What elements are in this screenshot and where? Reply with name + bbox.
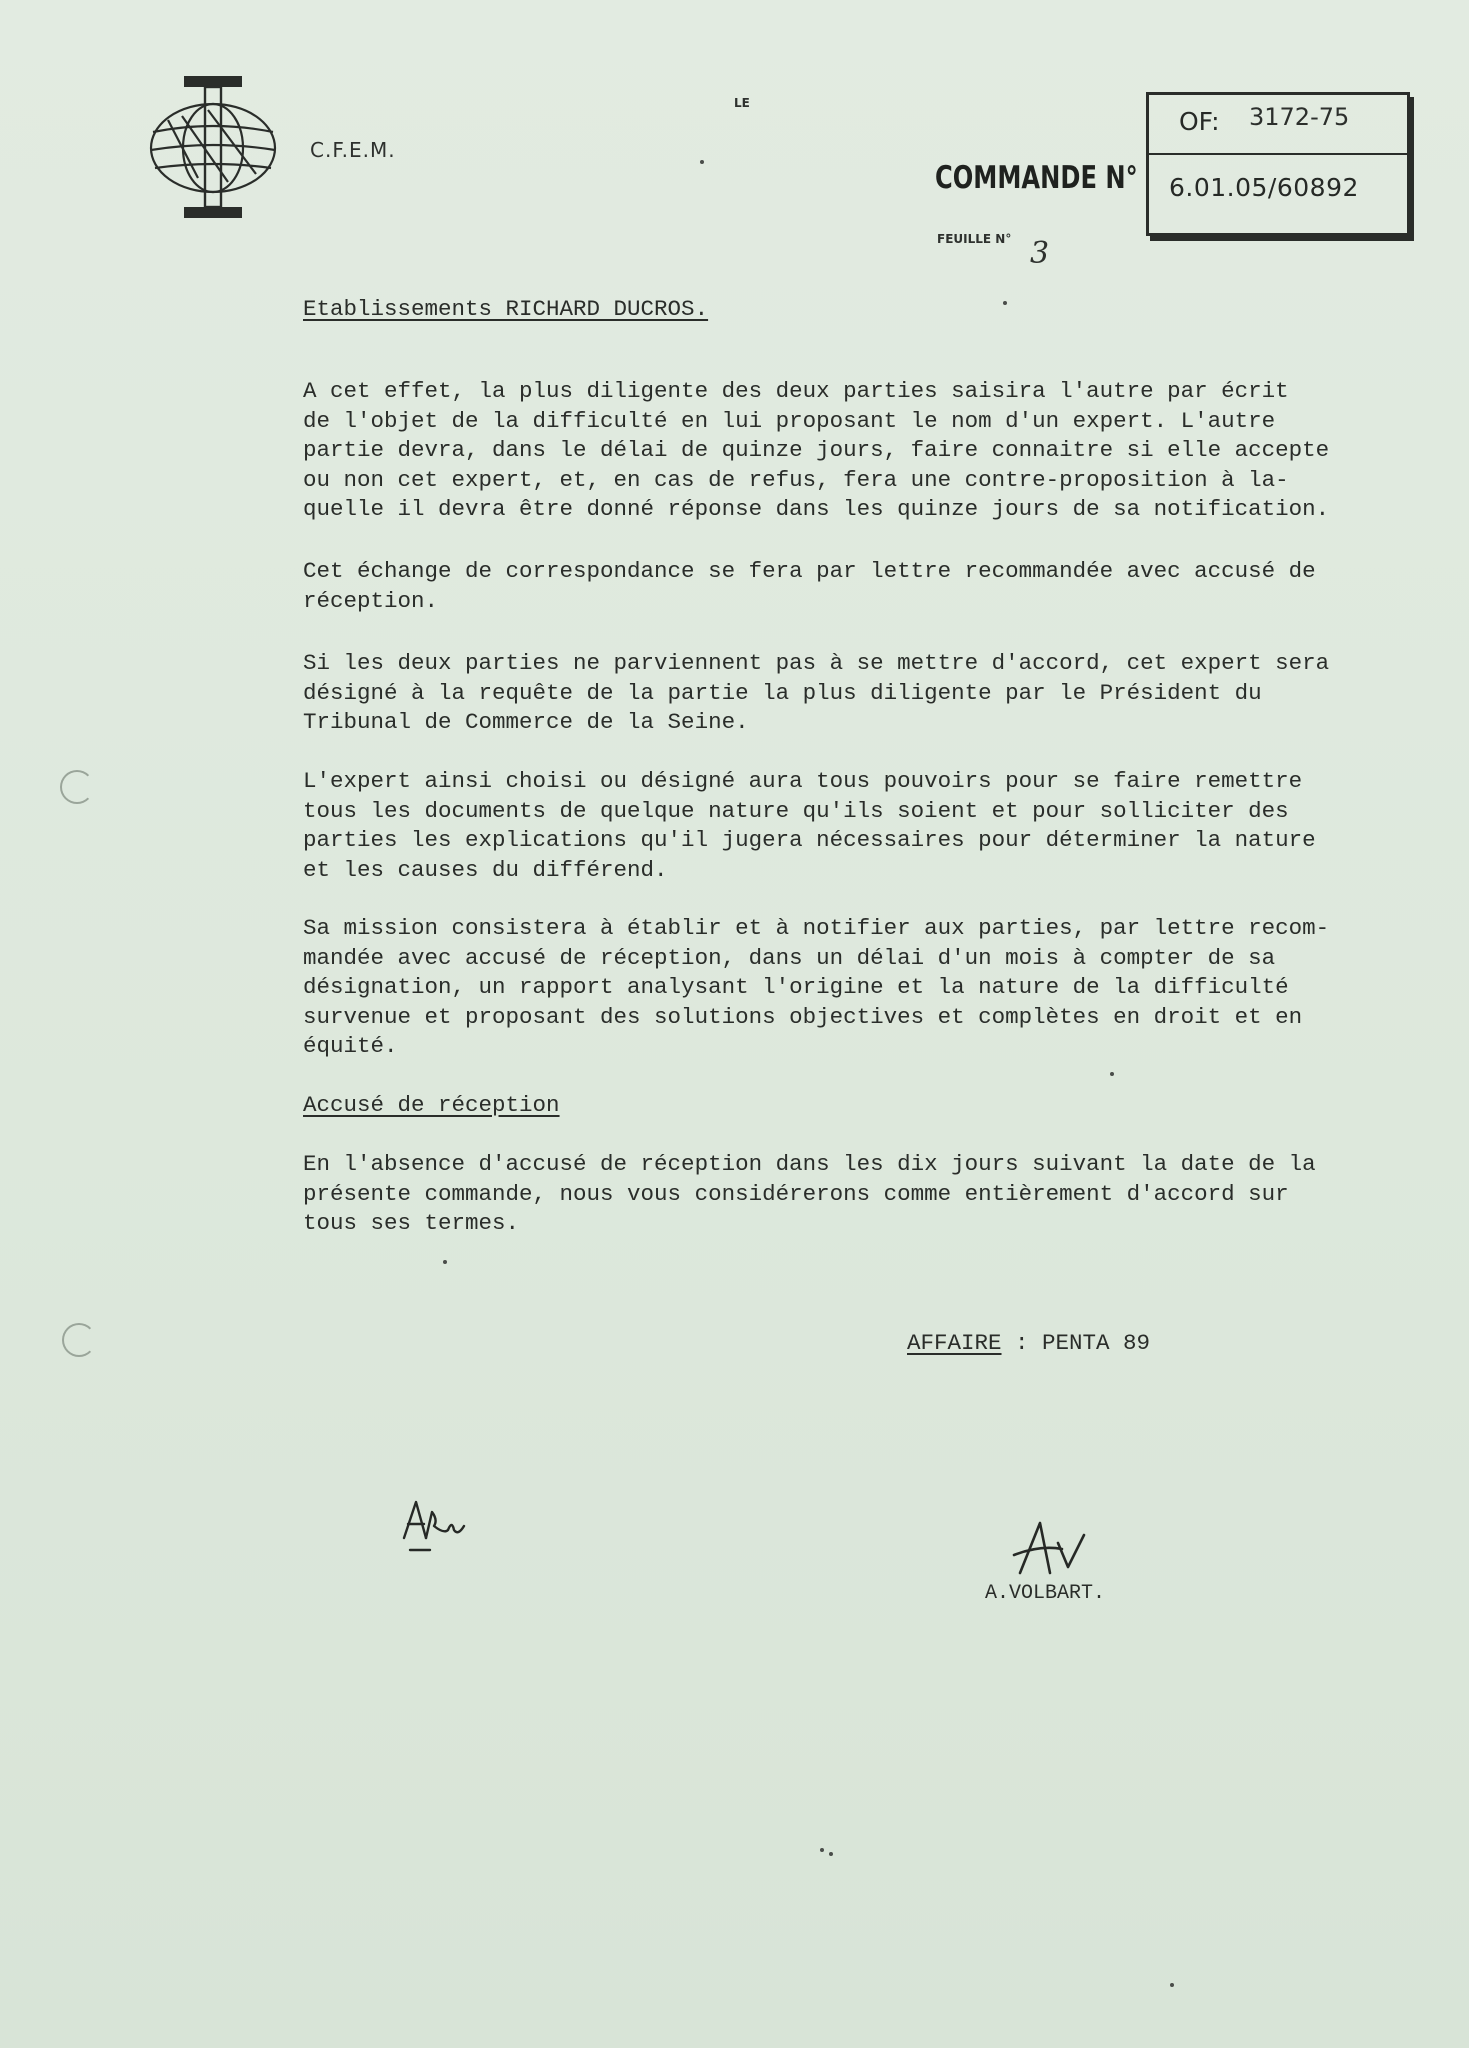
organization-name: C.F.E.M. bbox=[310, 138, 396, 162]
speck bbox=[1003, 301, 1007, 305]
sheet-number: 3 bbox=[1030, 236, 1050, 271]
affaire-separator: : bbox=[1001, 1330, 1043, 1356]
cfem-globe-logo bbox=[138, 70, 288, 220]
handwritten-initials bbox=[396, 1490, 476, 1570]
affaire-label: AFFAIRE bbox=[907, 1330, 1002, 1356]
of-label: OF: bbox=[1179, 107, 1220, 136]
affaire-line bbox=[907, 1330, 1150, 1356]
order-label: COMMANDE N° bbox=[935, 160, 1138, 196]
paragraph-mission: Sa mission consistera à établir et à notifier aux parties, par lettre recom- mandée avec accusé de réception, dans un délai d'un mois à compter de sa désignation, un rapport analysant l'origine et la nature de la difficulté survenue et proposant des solutions objectives et complètes en droit et en équité. bbox=[303, 915, 1330, 1059]
order-number-box bbox=[1146, 92, 1410, 236]
acknowledgement-heading: Accusé de réception bbox=[303, 1092, 560, 1118]
speck bbox=[1110, 1072, 1114, 1076]
speck bbox=[820, 1848, 824, 1852]
of-value: 3172-75 bbox=[1249, 103, 1350, 131]
speck bbox=[1170, 1983, 1174, 1987]
box-divider bbox=[1149, 153, 1407, 155]
order-number: 6.01.05/60892 bbox=[1169, 173, 1359, 202]
punch-hole-mark bbox=[60, 770, 94, 804]
acknowledgement-text: En l'absence d'accusé de réception dans les dix jours suivant la date de la présente commande, nous vous considérerons comme entièrement d'accord sur tous ses termes. bbox=[303, 1151, 1316, 1236]
paragraph-correspondence: Cet échange de correspondance se fera par lettre recommandée avec accusé de réception. bbox=[303, 558, 1316, 614]
signatory-name: A.VOLBART. bbox=[985, 1582, 1106, 1605]
punch-hole-mark bbox=[62, 1323, 96, 1357]
addressee: Etablissements RICHARD DUCROS. bbox=[303, 296, 709, 322]
affaire-value: PENTA 89 bbox=[1042, 1330, 1151, 1356]
paragraph-designation: Si les deux parties ne parviennent pas à se mettre d'accord, cet expert sera désigné à la requête de la partie la plus diligente par le Président du Tribunal de Commerce de la Seine. bbox=[303, 650, 1330, 735]
speck bbox=[443, 1260, 447, 1264]
paragraph-expert-powers: L'expert ainsi choisi ou désigné aura tous pouvoirs pour se faire remettre tous les documents de quelque nature qu'ils soient et pour solliciter des parties les explications qu'il jugera nécessaires pour déterminer la nature et les causes du différend. bbox=[303, 768, 1316, 883]
handwritten-signature bbox=[1010, 1515, 1100, 1585]
paragraph-expert-proposal: A cet effet, la plus diligente des deux parties saisira l'autre par écrit de l'objet de la difficulté en lui proposant le nom d'un expert. L'autre partie devra, dans le délai de quinze jours, faire connaitre si elle accepte ou non cet expert, et, en cas de refus, fera une contre-proposition à la- quelle il devra être donné réponse dans les quinze jours de sa notification. bbox=[303, 378, 1330, 522]
speck bbox=[700, 160, 704, 164]
sheet-label: FEUILLE N° bbox=[937, 232, 1012, 246]
speck bbox=[829, 1852, 833, 1856]
date-label: LE bbox=[734, 96, 750, 110]
